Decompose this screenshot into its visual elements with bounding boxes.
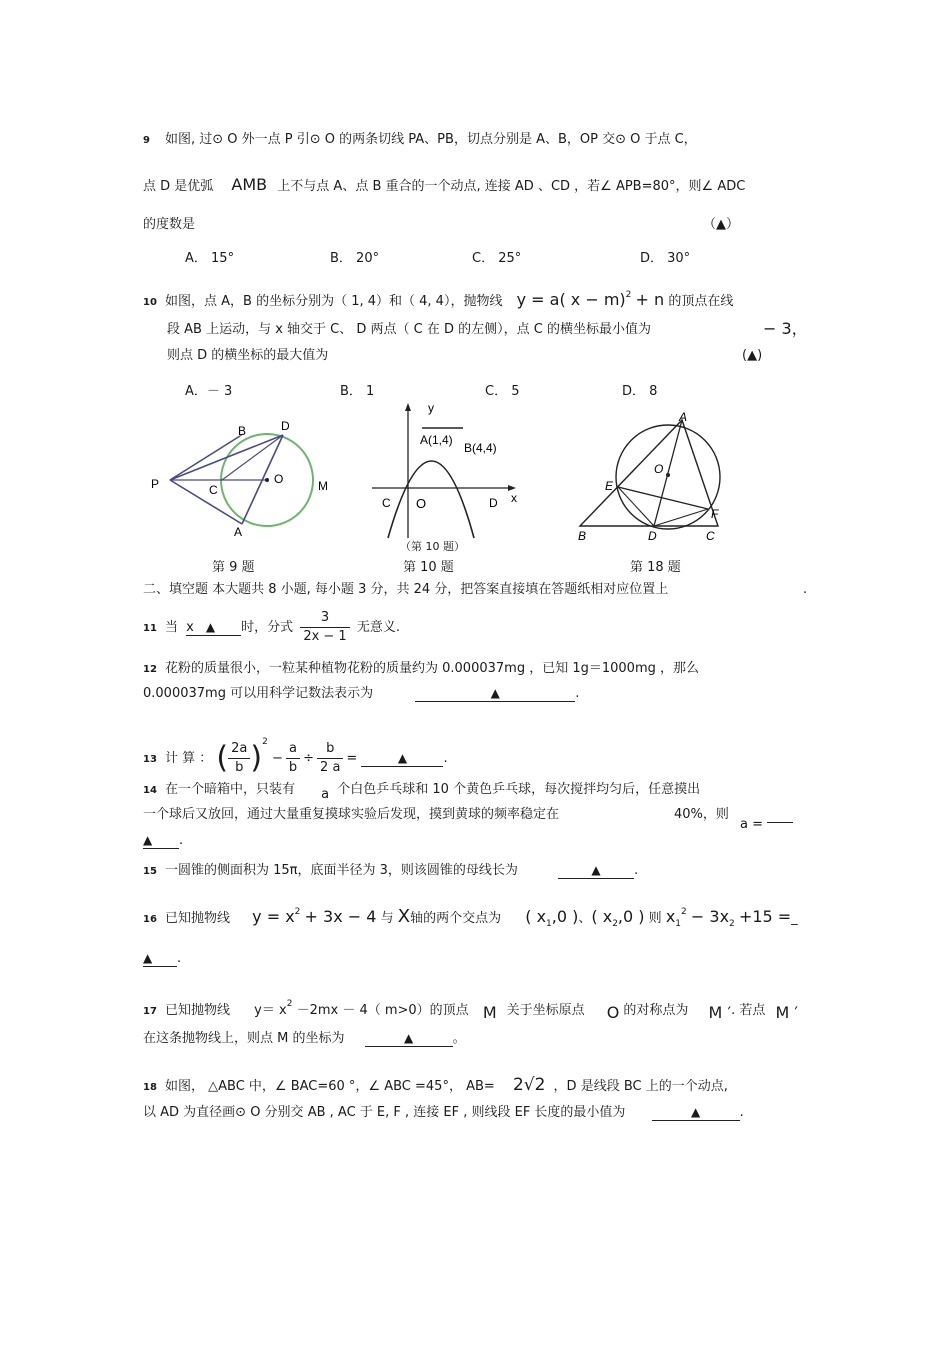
figure-10	[370, 400, 525, 540]
fig9-label-c: C	[209, 483, 218, 497]
fig10-label-x: x	[511, 491, 517, 505]
fig9-label-o: O	[274, 472, 284, 486]
q10-option-b: B． 1	[340, 384, 375, 399]
section2-end: .	[803, 582, 808, 597]
q9-line2: 点 D 是优弧 AMB 上不与点 A、点 B 重合的一个动点, 连接 AD 、CD ，若∠ APB=80°，则∠ ADC	[143, 175, 746, 194]
fig10-label-c: C	[382, 496, 391, 510]
fig18-label-f: F	[711, 507, 719, 521]
q10-min-value: − 3，	[763, 319, 808, 338]
q10-line1: 10 如图，点 A，B 的坐标分别为（ 1, 4）和（ 4, 4），抛物线 y = a( x − m)$^2$ + n 的顶点在线	[143, 290, 734, 309]
q9-option-a: A． 15°	[185, 251, 235, 266]
q9-option-c: C． 25°	[472, 251, 522, 266]
section2-heading: 二、填空题 本大题共 8 小题, 每小题 3 分，共 24 分，把答案直接填在答题纸相对应位置上	[143, 582, 669, 597]
q9-option-d: D． 30°	[640, 251, 691, 266]
fig9-label-p: P	[151, 477, 160, 491]
fig9-label-m: M	[318, 479, 328, 493]
q13: 13 计 算 ： ( $\frac{2a}{b}$ )$^2$ − $\frac{a}{b}$ ÷ $\frac{b}{2 a}$ = ▲ .	[143, 737, 448, 776]
q10-option-c: C． 5	[485, 384, 520, 399]
q9-option-b: B． 20°	[330, 251, 380, 266]
q10-line3: 则点 D 的横坐标的最大值为	[167, 348, 329, 363]
q16-answer: ▲ .	[143, 951, 182, 966]
fig18-label-c: C	[706, 529, 715, 543]
q18-line2: 以 AD 为直径画⊙ O 分别交 AB , AC 于 E, F , 连接 EF , 则线段 EF 长度的最小值为 ▲ .	[143, 1105, 744, 1120]
q17-line2: 在这条抛物线上，则点 M 的坐标为 ▲ 。	[143, 1031, 466, 1046]
fig18-label-o: O	[654, 462, 664, 476]
fig18-caption: 第 18 题	[630, 560, 681, 575]
q11: 11 当 x ▲ 时，分式 $\frac{3}{2x - 1}$ 无意义.	[143, 610, 400, 644]
q10-answer-mark: (▲)	[742, 348, 763, 363]
fig9-label-d: D	[281, 419, 290, 433]
q9-line3: 的度数是	[143, 217, 196, 232]
fig10-label-a: A(1,4)	[420, 433, 453, 447]
q9-line1: 9 如图, 过⊙ O 外一点 P 引⊙ O 的两条切线 PA、PB，切点分别是 A、B，OP 交⊙ O 于点 C，	[143, 132, 697, 147]
q14-line2: 一个球后又放回，通过大量重复摸球实验后发现，摸到黄球的频率稳定在	[143, 807, 560, 822]
fig10-label-o: O	[416, 496, 427, 511]
q14-line3: ▲ .	[143, 833, 184, 848]
fig10-label-y: y	[428, 401, 434, 415]
q14-line1: 14 在一个暗箱中，只装有 a 个白色乒乓球和 10 个黄色乒乓球，每次搅拌均匀后，任意摸出	[143, 782, 701, 802]
q12-line2: 0.000037mg 可以用科学记数法表示为 ▲ .	[143, 686, 580, 701]
figure-18	[570, 405, 750, 545]
fig9-caption: 第 9 题	[212, 560, 255, 575]
fig10-caption: 第 10 题	[403, 560, 454, 575]
q10-option-a: A．－ 3	[185, 384, 233, 399]
fig18-label-b: B	[578, 529, 587, 543]
q10-option-d: D． 8	[622, 384, 658, 399]
q14-a-equals: a =	[740, 806, 793, 829]
q17-line1: 17 已知抛物线 $y= x^2 -2mx - 4$（ m>0）的顶点 M 关于坐标原点 O 的对称点为 M ′. 若点 M ′	[143, 999, 799, 1022]
figure-9	[140, 410, 340, 550]
fig9-label-a: A	[234, 525, 243, 539]
fig18-label-d: D	[648, 529, 657, 543]
fig10-label-b: B(4,4)	[464, 441, 497, 455]
q16: 16 已知抛物线 $y = x^2 + 3x - 4$ 与 X轴的两个交点为 ( $x_1,0$ )、( $x_2,0$ ) 则 $x_1^2 - 3x_2 +15$ =_	[143, 906, 798, 929]
q9-answer-mark: （▲）	[703, 217, 739, 232]
q12-line1: 12 花粉的质量很小，一粒某种植物花粉的质量约为 0.000037mg ，已知 1g＝1000mg ，那么	[143, 661, 699, 676]
fig18-label-e: E	[605, 479, 614, 493]
fig10-subcaption: （第 10 题）	[400, 540, 465, 553]
fig18-label-a: A	[679, 410, 688, 424]
q10-line2: 段 AB 上运动，与 x 轴交于 C、 D 两点（ C 在 D 的左侧），点 C 的横坐标最小值为	[167, 322, 651, 337]
fig9-label-b: B	[238, 424, 247, 438]
q15: 15 一圆锥的侧面积为 15π，底面半径为 3，则该圆锥的母线长为 ▲ .	[143, 863, 639, 878]
q14-percent: 40%，则	[674, 807, 729, 822]
q18-line1: 18 如图， △ABC 中，∠ BAC=60 °，∠ ABC =45°， AB= 2√2 ，D 是线段 BC 上的一个动点,	[143, 1075, 728, 1095]
fig10-label-d: D	[489, 496, 498, 510]
